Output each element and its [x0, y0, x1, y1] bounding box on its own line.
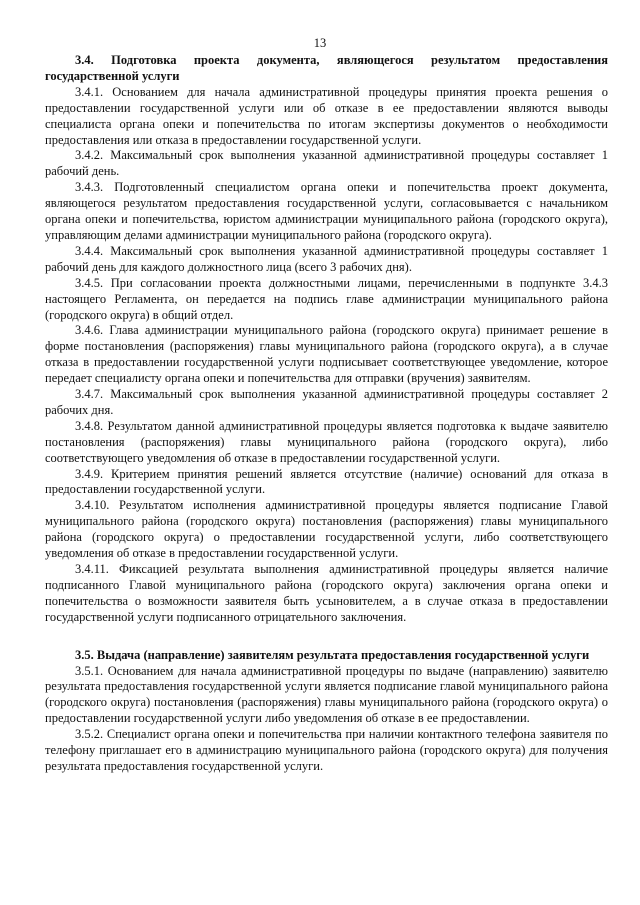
paragraph-3-5-1: 3.5.1. Основанием для начала административной процедуры по выдаче (направлению) заявителю результата предоставления государственной услуги является подписание главой муниципального района (городского округа) постановления (распоряжения) главы муниципального района (городского округа) о предоставлении государственной услуги либо уведомления об отказе в ее предоставлении. [45, 663, 608, 726]
section-heading: 3.5. Выдача (направление) заявителям результата предоставления государственной услуги [75, 647, 590, 662]
section-heading: 3.4. Подготовка проекта документа, являющегося результатом предоставления государственной услуги [45, 53, 608, 83]
page-number: 13 [313, 36, 327, 50]
section-spacer [45, 626, 608, 648]
paragraph-3-4-2: 3.4.2. Максимальный срок выполнения указанной административной процедуры составляет 1 рабочий день. [45, 148, 608, 179]
paragraph-3-4-4: 3.4.4. Максимальный срок выполнения указанной административной процедуры составляет 1 рабочий день для каждого должностного лица (всего 3 рабочих дня). [45, 243, 608, 274]
document-body [45, 53, 608, 775]
paragraph-3-5-2: 3.5.2. Специалист органа опеки и попечительства при наличии контактного телефона заявителя по телефону приглашает его в администрацию муниципального района (городского округа) для получения результата предоставления государственной услуги. [45, 727, 608, 773]
paragraph-3-4-6: 3.4.6. Глава администрации муниципального района (городского округа) принимает решение в форме постановления (распоряжения) главы муниципального района (городского округа), а в случае отказа в предоставлении государственной услуги подписывает соответствующее уведомление, которое передает специалисту органа опеки и попечительства для отправки (вручения) заявителям. [45, 323, 608, 386]
paragraph-3-4-7: 3.4.7. Максимальный срок выполнения указанной административной процедуры составляет 2 рабочих дня. [45, 387, 608, 417]
paragraph-3-4-11: 3.4.11. Фиксацией результата выполнения административной процедуры является наличие подписанного Главой муниципального района (городского округа) заключения органа опеки и попечительства о возможности заявителя быть усыновителем, а в случае отказа в предоставлении государственной услуги подписанного отрицательного заключения. [45, 562, 608, 624]
section-3-4 [45, 53, 608, 626]
paragraph-3-4-5: 3.4.5. При согласовании проекта должностными лицами, перечисленными в подпункте 3.4.3 настоящего Регламента, он передается на подпись главе администрации муниципального района (городского округа) в общий отдел. [45, 275, 608, 322]
section-3-5 [45, 648, 608, 775]
paragraph-3-4-10: 3.4.10. Результатом исполнения административной процедуры является подписание Главой муниципального района (городского округа) постановления (распоряжения) главы муниципального района (городского округа) о предоставлении государственной услуги, либо соответствующего уведомления об отказе в предоставлении государственной услуги. [45, 498, 608, 561]
paragraph-3-4-1: 3.4.1. Основанием для начала административной процедуры принятия проекта решения о предоставлении государственной услуги или об отказе в ее предоставлении являются выводы специалиста органа опеки и попечительства по итогам экспертизы документов о необходимости предоставления или отказа в предоставлении государственной услуги. [45, 84, 608, 147]
paragraph-3-4-9: 3.4.9. Критерием принятия решений является отсутствие (наличие) оснований для отказа в предоставлении государственной услуги. [45, 466, 608, 497]
paragraph-3-4-8: 3.4.8. Результатом данной административной процедуры является подготовка к выдаче заявителю постановления (распоряжения) главы муниципального района (городского округа), либо соответствующего уведомления об отказе в предоставлении государственной услуги. [45, 418, 608, 465]
paragraph-3-4-3: 3.4.3. Подготовленный специалистом органа опеки и попечительства проект документа, являющегося результатом предоставления государственной услуги, согласовывается с начальником органа опеки и попечительства, юристом администрации муниципального района (городского округа), управляющим делами администрации муниципального района (городского округа). [45, 180, 608, 242]
